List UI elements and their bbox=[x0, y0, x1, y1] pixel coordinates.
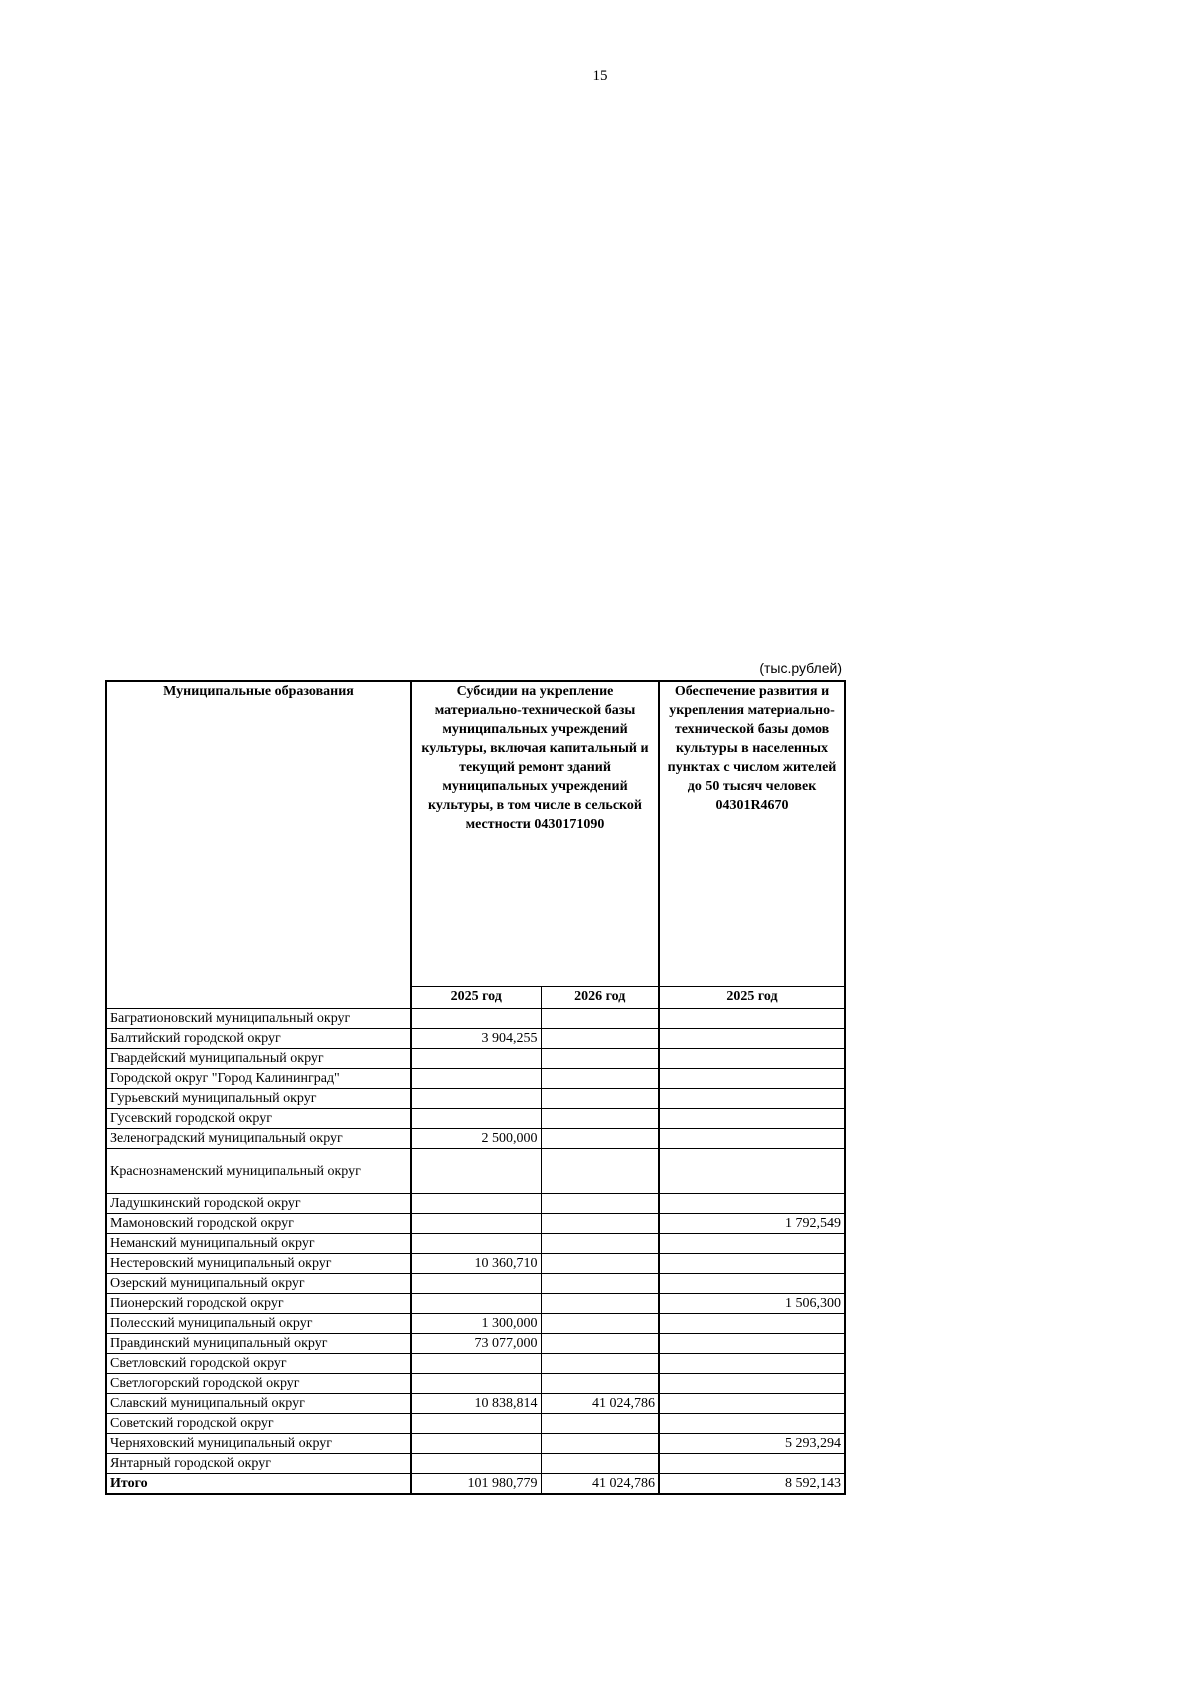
row-value-2025-subsidy bbox=[411, 1214, 541, 1234]
header-municipal: Муниципальные образования bbox=[106, 681, 411, 1009]
row-value-2025-subsidy bbox=[411, 1234, 541, 1254]
table-row bbox=[106, 1089, 845, 1109]
table-total-row bbox=[106, 1474, 845, 1495]
table-row bbox=[106, 1314, 845, 1334]
table-row bbox=[106, 1069, 845, 1089]
row-value-2025-support bbox=[659, 1274, 845, 1294]
row-value-2025-support bbox=[659, 1314, 845, 1334]
row-value-2026-subsidy bbox=[541, 1109, 659, 1129]
subsidy-table bbox=[105, 680, 846, 1495]
row-value-2025-subsidy bbox=[411, 1374, 541, 1394]
header-year-col1: 2025 год bbox=[411, 987, 541, 1009]
row-name: Пионерский городской округ bbox=[106, 1294, 411, 1314]
table-row bbox=[106, 1234, 845, 1254]
row-value-2025-support: 1 506,300 bbox=[659, 1294, 845, 1314]
row-value-2026-subsidy bbox=[541, 1029, 659, 1049]
row-value-2026-subsidy bbox=[541, 1374, 659, 1394]
row-value-2025-support bbox=[659, 1334, 845, 1354]
row-value-2025-support bbox=[659, 1049, 845, 1069]
row-value-2025-support: 1 792,549 bbox=[659, 1214, 845, 1234]
table-row bbox=[106, 1254, 845, 1274]
table-row bbox=[106, 1374, 845, 1394]
row-value-2025-subsidy bbox=[411, 1089, 541, 1109]
row-value-2025-support bbox=[659, 1374, 845, 1394]
row-name: Гусевский городской округ bbox=[106, 1109, 411, 1129]
row-name: Янтарный городской округ bbox=[106, 1454, 411, 1474]
row-name: Городской округ "Город Калининград" bbox=[106, 1069, 411, 1089]
table-row bbox=[106, 1129, 845, 1149]
row-value-2026-subsidy bbox=[541, 1334, 659, 1354]
row-value-2026-subsidy bbox=[541, 1069, 659, 1089]
row-value-2025-support bbox=[659, 1254, 845, 1274]
table-row bbox=[106, 1149, 845, 1194]
row-value-2026-subsidy bbox=[541, 1254, 659, 1274]
row-value-2025-subsidy bbox=[411, 1454, 541, 1474]
row-value-2025-subsidy bbox=[411, 1009, 541, 1029]
row-name: Мамоновский городской округ bbox=[106, 1214, 411, 1234]
table-row bbox=[106, 1454, 845, 1474]
table-row bbox=[106, 1334, 845, 1354]
table-row bbox=[106, 1434, 845, 1454]
row-value-2025-support bbox=[659, 1089, 845, 1109]
total-label: Итого bbox=[106, 1474, 411, 1495]
row-value-2025-support bbox=[659, 1149, 845, 1194]
row-value-2025-support: 5 293,294 bbox=[659, 1434, 845, 1454]
row-name: Гурьевский муниципальный округ bbox=[106, 1089, 411, 1109]
row-value-2025-subsidy bbox=[411, 1049, 541, 1069]
row-name: Черняховский муниципальный округ bbox=[106, 1434, 411, 1454]
row-name: Балтийский городской округ bbox=[106, 1029, 411, 1049]
row-value-2025-support bbox=[659, 1394, 845, 1414]
header-support-04301R4670: Обеспечение развития и укрепления материально-технической базы домов культуры в населенных пунктах с числом жителей до 50 тысяч человек 04301R4670 bbox=[659, 681, 845, 987]
table-row bbox=[106, 1394, 845, 1414]
row-value-2025-subsidy bbox=[411, 1414, 541, 1434]
row-value-2025-subsidy: 10 360,710 bbox=[411, 1254, 541, 1274]
row-value-2026-subsidy bbox=[541, 1009, 659, 1029]
header-year-col3: 2025 год bbox=[659, 987, 845, 1009]
row-value-2026-subsidy bbox=[541, 1214, 659, 1234]
row-value-2025-subsidy bbox=[411, 1194, 541, 1214]
table-row bbox=[106, 1029, 845, 1049]
table-row bbox=[106, 1194, 845, 1214]
row-value-2025-subsidy bbox=[411, 1149, 541, 1194]
row-name: Озерский муниципальный округ bbox=[106, 1274, 411, 1294]
row-value-2025-subsidy bbox=[411, 1354, 541, 1374]
row-value-2026-subsidy bbox=[541, 1194, 659, 1214]
row-value-2025-support bbox=[659, 1009, 845, 1029]
row-value-2025-subsidy: 10 838,814 bbox=[411, 1394, 541, 1414]
total-2025-subsidy: 101 980,779 bbox=[411, 1474, 541, 1495]
row-name: Багратионовский муниципальный округ bbox=[106, 1009, 411, 1029]
row-name: Советский городской округ bbox=[106, 1414, 411, 1434]
table-row bbox=[106, 1294, 845, 1314]
row-name: Неманский муниципальный округ bbox=[106, 1234, 411, 1254]
table-row bbox=[106, 1354, 845, 1374]
row-value-2025-support bbox=[659, 1354, 845, 1374]
header-subsidy-0430171090: Субсидии на укрепление материально-технической базы муниципальных учреждений культуры, включая капитальный и текущий ремонт зданий муниципальных учреждений культуры, в том числе в сельской местности 0430171090 bbox=[411, 681, 659, 987]
row-value-2025-subsidy bbox=[411, 1274, 541, 1294]
table-row bbox=[106, 1109, 845, 1129]
row-value-2026-subsidy bbox=[541, 1294, 659, 1314]
row-value-2026-subsidy bbox=[541, 1149, 659, 1194]
row-name: Славский муниципальный округ bbox=[106, 1394, 411, 1414]
row-value-2025-support bbox=[659, 1234, 845, 1254]
row-value-2026-subsidy bbox=[541, 1314, 659, 1334]
row-name: Полесский муниципальный округ bbox=[106, 1314, 411, 1334]
table-row bbox=[106, 1274, 845, 1294]
row-name: Гвардейский муниципальный округ bbox=[106, 1049, 411, 1069]
table-row bbox=[106, 1414, 845, 1434]
row-value-2026-subsidy bbox=[541, 1274, 659, 1294]
row-value-2026-subsidy bbox=[541, 1354, 659, 1374]
row-value-2025-support bbox=[659, 1194, 845, 1214]
row-value-2025-support bbox=[659, 1029, 845, 1049]
total-2025-support: 8 592,143 bbox=[659, 1474, 845, 1495]
page-number: 15 bbox=[592, 68, 608, 84]
row-value-2026-subsidy bbox=[541, 1049, 659, 1069]
row-value-2025-support bbox=[659, 1454, 845, 1474]
row-name: Ладушкинский городской округ bbox=[106, 1194, 411, 1214]
table-row bbox=[106, 1009, 845, 1029]
row-value-2025-subsidy bbox=[411, 1069, 541, 1089]
row-value-2026-subsidy bbox=[541, 1414, 659, 1434]
row-value-2026-subsidy bbox=[541, 1234, 659, 1254]
table-row bbox=[106, 1214, 845, 1234]
row-value-2026-subsidy bbox=[541, 1434, 659, 1454]
row-value-2025-subsidy bbox=[411, 1294, 541, 1314]
total-2026-subsidy: 41 024,786 bbox=[541, 1474, 659, 1495]
row-value-2025-support bbox=[659, 1069, 845, 1089]
row-value-2025-subsidy: 3 904,255 bbox=[411, 1029, 541, 1049]
row-value-2026-subsidy bbox=[541, 1454, 659, 1474]
row-value-2025-subsidy: 73 077,000 bbox=[411, 1334, 541, 1354]
row-name: Светловский городской округ bbox=[106, 1354, 411, 1374]
row-name: Нестеровский муниципальный округ bbox=[106, 1254, 411, 1274]
header-year-col2: 2026 год bbox=[541, 987, 659, 1009]
row-name: Светлогорский городской округ bbox=[106, 1374, 411, 1394]
row-value-2025-support bbox=[659, 1414, 845, 1434]
row-value-2025-subsidy bbox=[411, 1109, 541, 1129]
row-value-2025-subsidy: 1 300,000 bbox=[411, 1314, 541, 1334]
unit-label: (тыс.рублей) bbox=[759, 660, 842, 676]
row-value-2026-subsidy bbox=[541, 1129, 659, 1149]
row-value-2025-subsidy bbox=[411, 1434, 541, 1454]
row-value-2026-subsidy: 41 024,786 bbox=[541, 1394, 659, 1414]
row-name: Зеленоградский муниципальный округ bbox=[106, 1129, 411, 1149]
row-value-2026-subsidy bbox=[541, 1089, 659, 1109]
table-row bbox=[106, 1049, 845, 1069]
row-name: Краснознаменский муниципальный округ bbox=[106, 1149, 411, 1194]
row-name: Правдинский муниципальный округ bbox=[106, 1334, 411, 1354]
row-value-2025-support bbox=[659, 1109, 845, 1129]
row-value-2025-support bbox=[659, 1129, 845, 1149]
row-value-2025-subsidy: 2 500,000 bbox=[411, 1129, 541, 1149]
